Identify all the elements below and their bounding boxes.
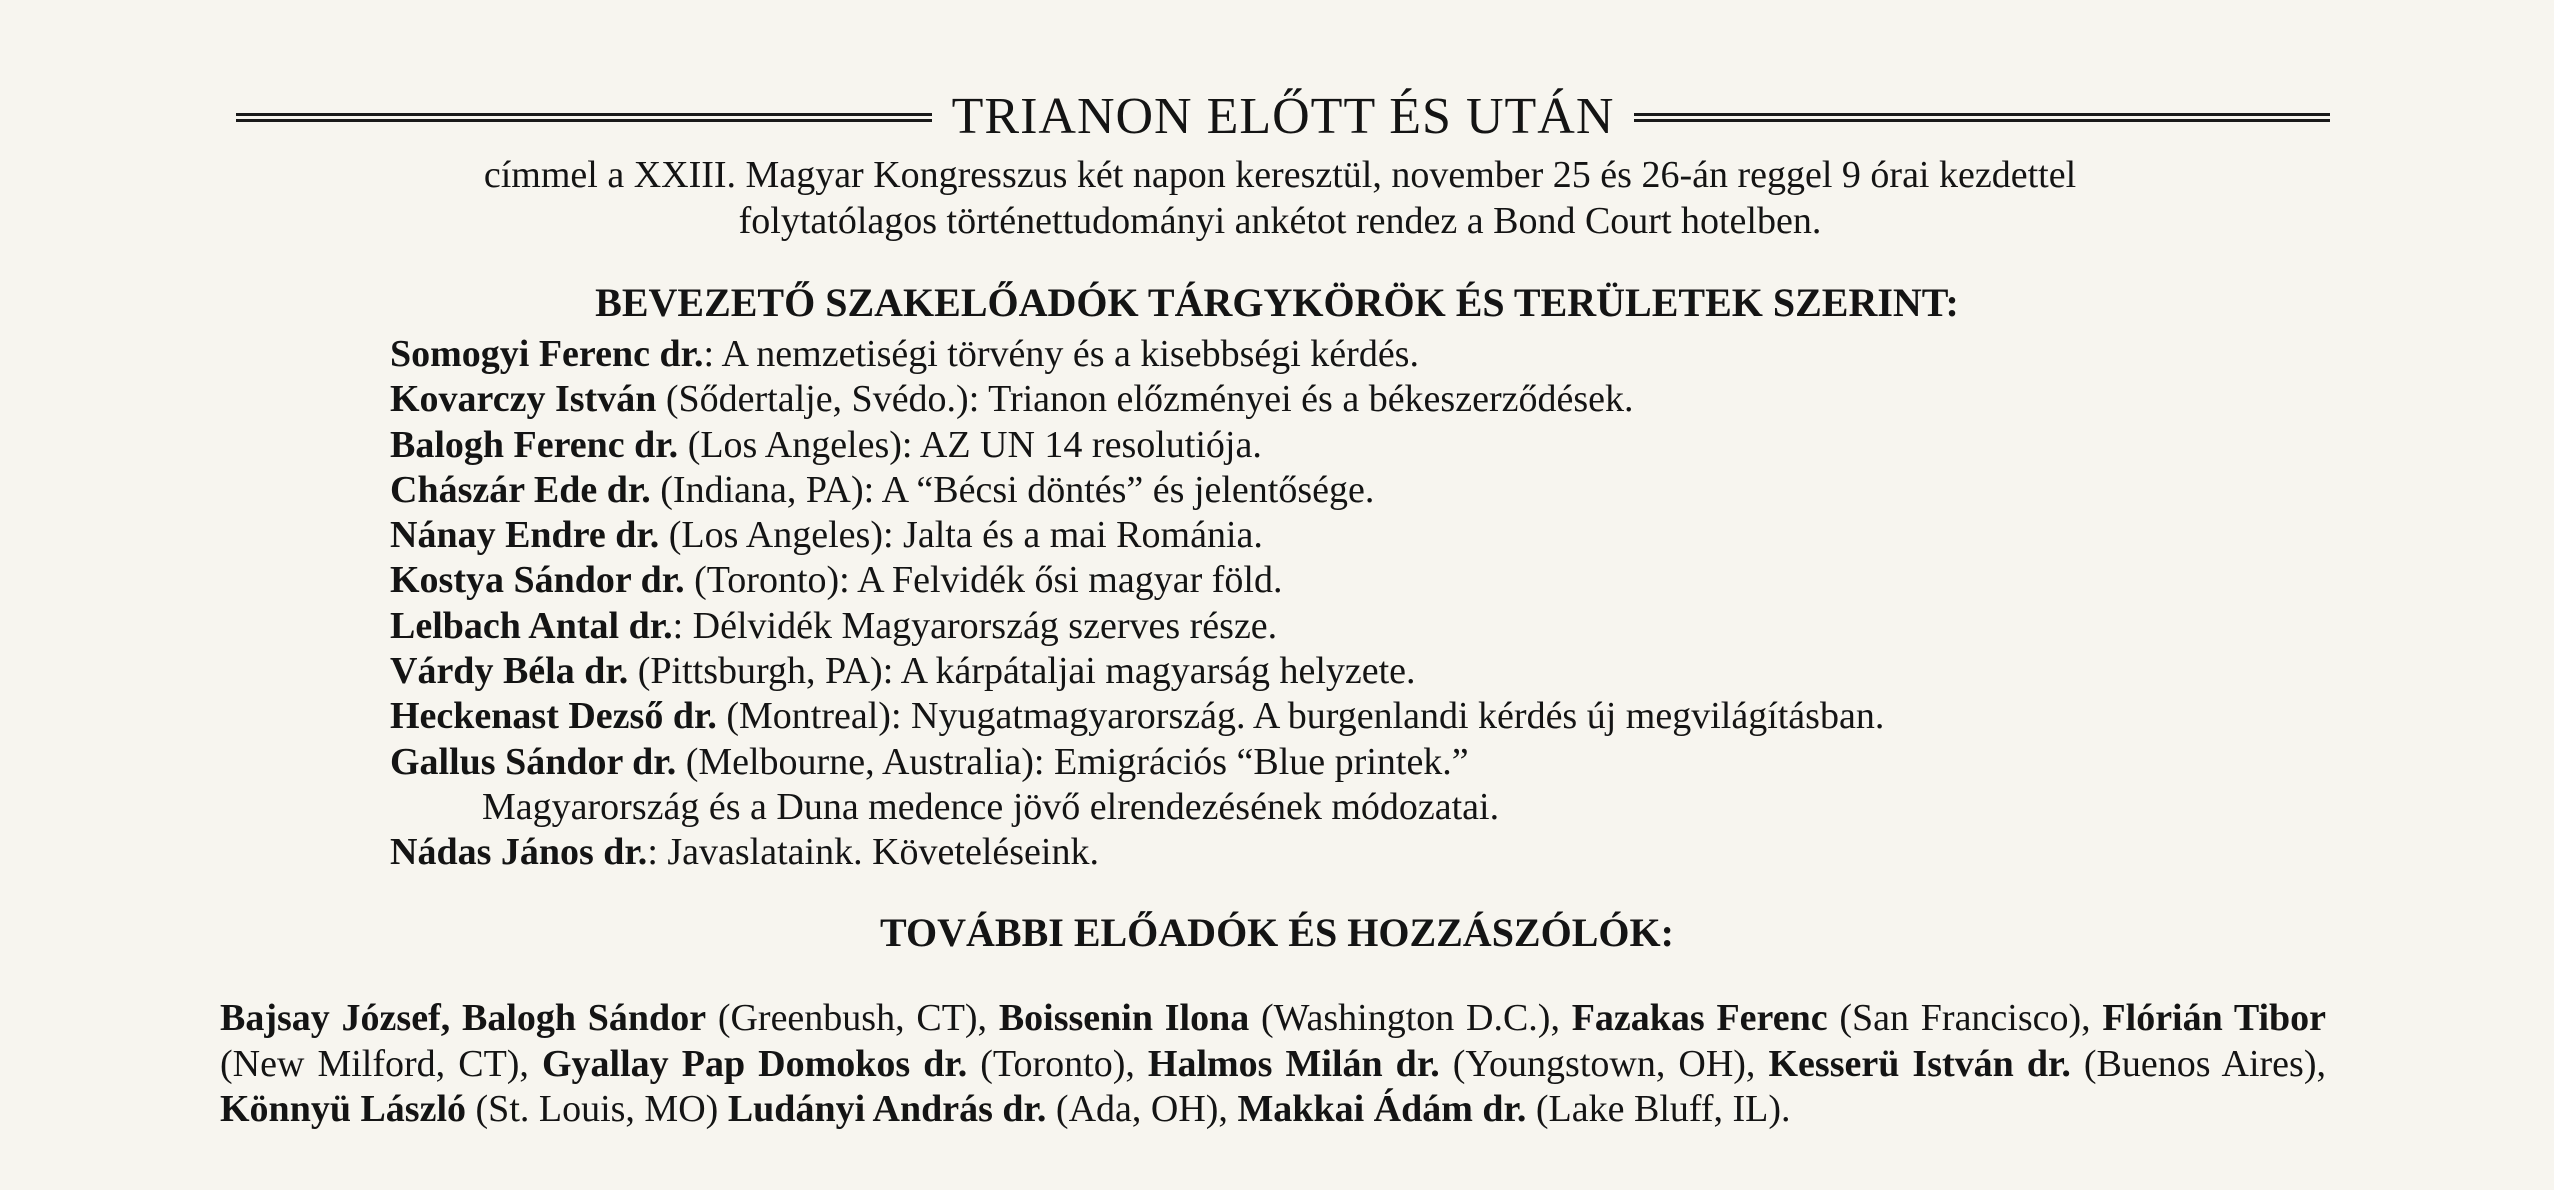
speaker-name: Lelbach Antal dr. [390, 604, 673, 647]
other-speaker-location: (Greenbush, CT), [706, 997, 999, 1039]
other-speaker-name: Könnyü László [220, 1088, 467, 1130]
speaker-name: Chászár Ede dr. [390, 468, 651, 511]
other-speakers-paragraph [220, 996, 2326, 1133]
speaker-item [390, 513, 2390, 558]
speaker-topic: (Indiana, PA): A “Bécsi döntés” és jelentősége. [650, 468, 1375, 511]
other-speaker-location [450, 997, 462, 1039]
other-speaker-name: Bajsay József, [220, 997, 451, 1039]
section-heading-others: TOVÁBBI ELŐADÓK ÉS HOZZÁSZÓLÓK: [880, 910, 1674, 955]
speaker-topic: : Délvidék Magyarország szerves része. [672, 604, 1278, 647]
other-speaker-name: Gyallay Pap Domokos dr. [542, 1042, 968, 1085]
speaker-item [390, 740, 2390, 785]
speaker-name: Somogyi Ferenc dr. [390, 333, 704, 375]
speaker-item [390, 694, 2390, 739]
speaker-item [390, 423, 2390, 468]
speaker-topic: : A nemzetiségi törvény és a kisebbségi kérdés. [703, 333, 1419, 375]
page-title: TRIANON ELŐTT ÉS UTÁN [951, 88, 1615, 145]
other-speaker-location: (Washington D.C.), [1249, 997, 1572, 1039]
speaker-name: Kovarczy István [390, 378, 657, 421]
speaker-name: Kostya Sándor dr. [390, 559, 685, 602]
speaker-item [390, 377, 2390, 422]
speaker-topic: (Toronto): A Felvidék ősi magyar föld. [684, 559, 1283, 602]
other-speaker-location: (Toronto), [967, 1042, 1148, 1085]
speaker-topic: (Montreal): Nyugatmagyarország. A burgenlandi kérdés új megvilágításban. [716, 695, 1885, 738]
other-speaker-name: Fazakas Ferenc [1571, 997, 1828, 1039]
title-row [236, 82, 2330, 152]
speaker-item [390, 649, 2390, 694]
title-rule-right [1634, 113, 2330, 122]
speaker-topic: Magyarország és a Duna medence jövő elrendezésének módozatai. [482, 785, 1500, 828]
speaker-topic: (Melbourne, Australia): Emigrációs “Blue printek.” [676, 740, 1469, 783]
other-speaker-location: (Youngstown, OH), [1439, 1042, 1769, 1085]
other-speaker-name: Boissenin Ilona [998, 997, 1250, 1039]
speaker-item [390, 558, 2390, 603]
title-rule-left [236, 113, 932, 122]
speaker-name: Gallus Sándor dr. [390, 740, 677, 783]
speaker-topic: (Los Angeles): AZ UN 14 resolutiója. [678, 423, 1262, 466]
other-speaker-name: Makkai Ádám dr. [1237, 1088, 1527, 1130]
other-speaker-name: Kesserü István dr. [1768, 1042, 2071, 1085]
speaker-item [390, 830, 2390, 875]
speaker-item-continuation [390, 785, 2390, 830]
speaker-list [390, 332, 2390, 876]
speaker-item [390, 468, 2390, 513]
intro-line-2: folytatólagos történettudományi ankétot rendez a Bond Court hotelben. [738, 200, 1822, 242]
other-speaker-name: Balogh Sándor [462, 997, 707, 1039]
other-speaker-location: (Buenos Aires), [2070, 1042, 2326, 1085]
other-speaker-location: (Ada, OH), [1046, 1088, 1238, 1130]
speaker-name: Nádas János dr. [390, 831, 648, 874]
speaker-name: Nánay Endre dr. [390, 514, 660, 557]
section-heading-speakers: BEVEZETŐ SZAKELŐADÓK TÁRGYKÖRÖK ÉS TERÜLETEK SZERINT: [595, 280, 1959, 325]
other-speaker-location: (New Milford, CT), [220, 1042, 542, 1085]
other-speaker-name: Halmos Milán dr. [1147, 1042, 1440, 1085]
intro-line-1: címmel a XXIII. Magyar Kongresszus két napon keresztül, november 25 és 26-án reggel 9 órai kezdettel [483, 154, 2077, 196]
speaker-name: Balogh Ferenc dr. [390, 423, 679, 466]
intro-paragraph [220, 152, 2340, 244]
other-speaker-name: Flórián Tibor [2102, 997, 2327, 1039]
speaker-name: Heckenast Dezső dr. [390, 695, 717, 738]
speaker-item [390, 332, 2390, 377]
speaker-topic: (Los Angeles): Jalta és a mai Románia. [659, 514, 1263, 557]
speaker-topic: : Javaslataink. Követeléseink. [647, 831, 1099, 874]
speaker-topic: (Sődertalje, Svédo.): Trianon előzményei és a békeszerződések. [656, 378, 1634, 421]
speaker-name: Várdy Béla dr. [390, 650, 629, 693]
speaker-item [390, 604, 2390, 649]
other-speaker-location: (St. Louis, MO) [466, 1088, 728, 1130]
other-speaker-location: (Lake Bluff, IL). [1526, 1088, 1791, 1130]
speaker-topic: (Pittsburgh, PA): A kárpátaljai magyarság helyzete. [628, 650, 1416, 693]
other-speaker-location: (San Francisco), [1827, 997, 2103, 1039]
other-speaker-name: Ludányi András dr. [727, 1088, 1047, 1130]
